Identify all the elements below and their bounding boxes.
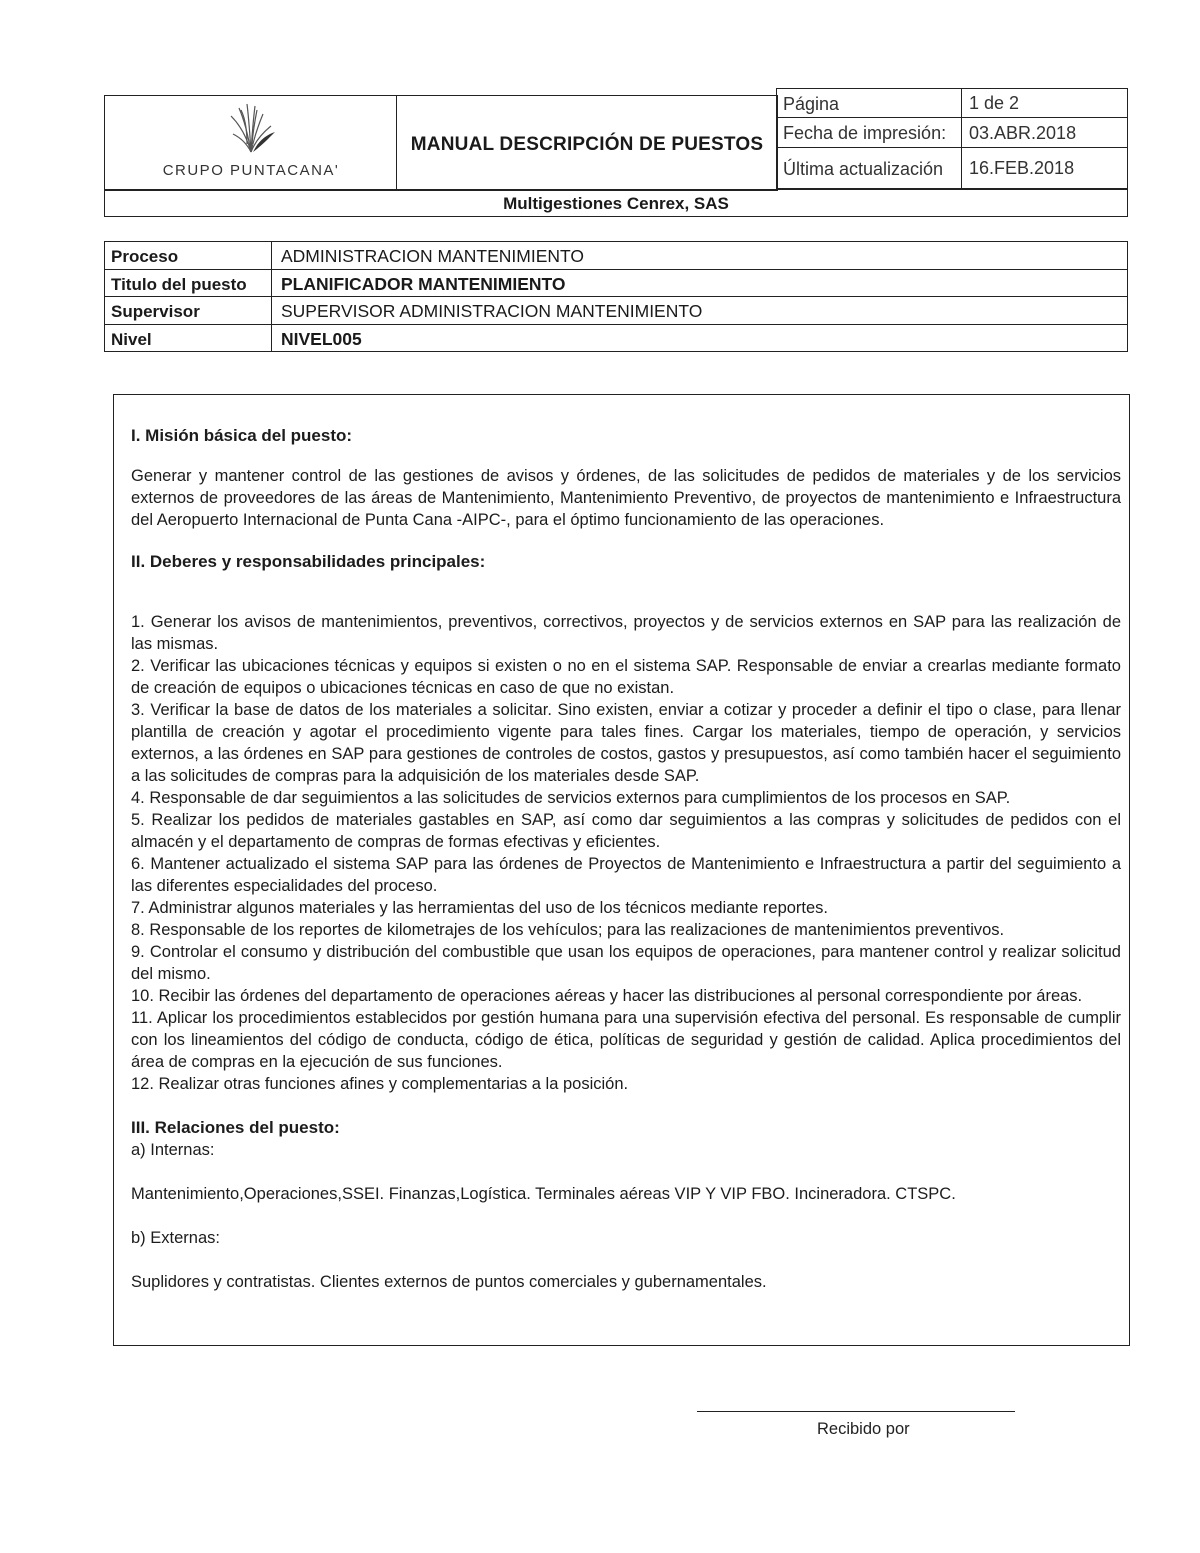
duty-item: 9. Controlar el consumo y distribución del combustible que usan los equipos de operaciones, para mantener control y realizar solicitud del mismo. xyxy=(131,943,1121,983)
info-value: PLANIFICADOR MANTENIMIENTO xyxy=(281,273,566,294)
info-value: ADMINISTRACION MANTENIMIENTO xyxy=(281,246,585,266)
document-title: MANUAL DESCRIPCIÓN DE PUESTOS xyxy=(410,134,764,155)
job-description-box xyxy=(113,394,1130,1346)
duty-item: 3. Verificar la base de datos de los materiales a solicitar. Sino existen, enviar a cotizar y proceder a definir el tipo o clase, para llenar plantilla de creación y agotar el procedimiento vigente para tales fines. Cargar los materiales, tiempo de operación, y servicios externos, a las órdenes en SAP para gestiones de controles de costos, gastos y presupuestos, así como también hacer el seguimiento a las solicitudes de compras para la adquisición de los materiales desde SAP. xyxy=(131,701,1121,785)
external-relations: Suplidores y contratistas. Clientes externos de puntos comerciales y gubernamentales. xyxy=(131,1273,767,1291)
relations-title: III. Relaciones del puesto: xyxy=(131,1118,340,1137)
duty-item: 2. Verificar las ubicaciones técnicas y equipos si existen o no en el sistema SAP. Responsable de enviar a crearlas mediante formato de creación de equipos o ubicaciones técnicas en caso de que no existan. xyxy=(131,657,1121,697)
palm-logo-icon xyxy=(217,100,287,156)
internal-label: a) Internas: xyxy=(131,1141,215,1159)
info-row-supervisor xyxy=(104,296,1128,325)
company-name: Multigestiones Cenrex, SAS xyxy=(104,189,1128,217)
internal-relations: Mantenimiento,Operaciones,SSEI. Finanzas,Logística. Terminales aéreas VIP Y VIP FBO. Incineradora. CTSPC. xyxy=(131,1185,956,1203)
meta-label: Fecha de impresión: xyxy=(783,123,947,143)
meta-label: Última actualización xyxy=(783,159,944,179)
signature-line xyxy=(697,1411,1015,1412)
duty-item: 5. Realizar los pedidos de materiales gastables en SAP, así como dar seguimientos a las compras y solicitudes de pedidos con el almacén y el departamento de compras de formas efectivas y eficientes. xyxy=(131,811,1121,851)
duty-item: 10. Recibir las órdenes del departamento de operaciones aéreas y hacer las distribuciones al personal correspondiente por áreas. xyxy=(131,987,1083,1005)
meta-value: 1 de 2 xyxy=(969,93,1020,113)
brand-name: CRUPO PUNTACANA' xyxy=(162,162,340,179)
external-label: b) Externas: xyxy=(131,1229,220,1247)
info-label: Proceso xyxy=(111,247,179,266)
duties-title: II. Deberes y responsabilidades principales: xyxy=(131,552,486,571)
mission-text: Generar y mantener control de las gestiones de avisos y órdenes, de las solicitudes de pedidos de materiales y de los servicios externos de proveedores de las áreas de Mantenimiento, Mantenimiento Preventivo, de proyectos de mantenimiento e Infraestructura del Aeropuerto Internacional de Punta Cana -AIPC-, para el óptimo funcionamiento de las operaciones. xyxy=(131,467,1121,529)
duty-item: 4. Responsable de dar seguimientos a las solicitudes de servicios externos para cumplimientos de los procesos en SAP. xyxy=(131,789,1011,807)
info-value: NIVEL005 xyxy=(281,328,362,349)
job-description-content xyxy=(131,425,1121,1293)
info-row-title xyxy=(104,269,1128,298)
duty-item: 11. Aplicar los procedimientos establecidos por gestión humana para una supervisión efectiva del personal. Es responsable de cumplir con los lineamientos del código de conducta, código de ética, políticas de seguridad y gestión de calidad. Aplica procedimientos del área de compras en la ejecución de sus funciones. xyxy=(131,1009,1121,1071)
duty-item: 1. Generar los avisos de mantenimientos, preventivos, correctivos, proyectos y de servicios externos en SAP para las realización de las mismas. xyxy=(131,613,1121,653)
logo-cell xyxy=(104,95,397,191)
info-label: Titulo del puesto xyxy=(111,274,247,294)
meta-row-last-update xyxy=(776,147,1128,189)
duty-item: 8. Responsable de los reportes de kilometrajes de los vehículos; para las realizaciones de mantenimientos preventivos. xyxy=(131,921,1005,939)
title-cell xyxy=(396,95,778,191)
info-value: SUPERVISOR ADMINISTRACION MANTENIMIENTO xyxy=(281,301,703,321)
meta-value: 16.FEB.2018 xyxy=(969,158,1075,178)
meta-value: 03.ABR.2018 xyxy=(969,123,1077,143)
meta-row-print-date xyxy=(776,117,1128,148)
document-header xyxy=(104,88,1128,218)
duty-item: 12. Realizar otras funciones afines y complementarias a la posición. xyxy=(131,1075,629,1093)
duties-list xyxy=(131,611,1121,1095)
meta-row-page xyxy=(776,88,1128,118)
position-info-table xyxy=(104,242,1128,352)
signature-label: Recibido por xyxy=(817,1420,910,1438)
duty-item: 7. Administrar algunos materiales y las herramientas del uso de los técnicos mediante reportes. xyxy=(131,899,829,917)
duty-item: 6. Mantener actualizado el sistema SAP para las órdenes de Proyectos de Mantenimiento e Infraestructura a partir del seguimiento a las diferentes especialidades del proceso. xyxy=(131,855,1121,895)
info-row-process xyxy=(104,241,1128,270)
meta-label: Página xyxy=(783,94,840,114)
meta-table xyxy=(776,88,1128,189)
mission-title: I. Misión básica del puesto: xyxy=(131,426,353,445)
info-label: Nivel xyxy=(111,329,152,349)
info-row-level xyxy=(104,324,1128,353)
info-label: Supervisor xyxy=(111,302,200,321)
